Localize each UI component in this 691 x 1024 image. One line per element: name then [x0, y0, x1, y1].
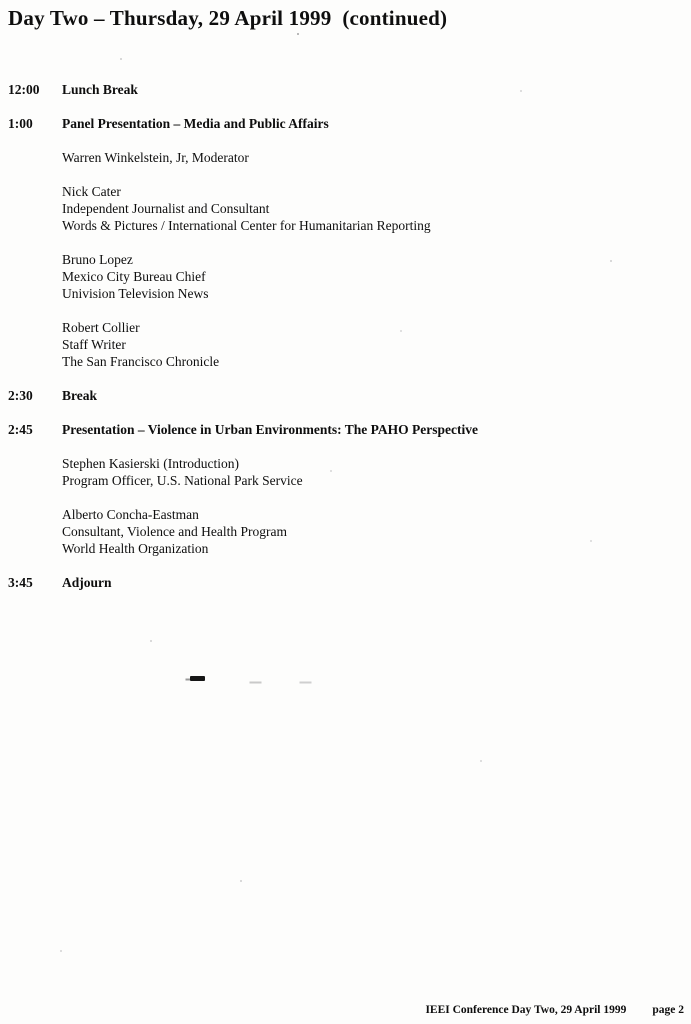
speaker-role: Mexico City Bureau Chief: [62, 269, 206, 284]
event-title: Panel Presentation – Media and Public Affairs: [62, 116, 329, 131]
schedule: [0, 81, 691, 591]
speaker-group-concha-eastman: [62, 506, 681, 557]
schedule-row-panel: [0, 115, 691, 370]
footer-text: IEEI Conference Day Two, 29 April 1999: [425, 1004, 627, 1016]
speaker-role: Independent Journalist and Consultant: [62, 201, 270, 216]
page-footer: [425, 1004, 684, 1017]
speaker-name: Nick Cater: [62, 184, 121, 199]
speaker-org: The San Francisco Chronicle: [62, 354, 220, 369]
schedule-row-break: [0, 387, 691, 404]
schedule-time: 2:45: [8, 422, 33, 437]
scan-artifact-dash: [190, 676, 205, 681]
speaker-org: Words & Pictures / International Center for Humanitarian Reporting: [62, 218, 431, 233]
event-title: Lunch Break: [62, 82, 138, 97]
speaker-group-moderator: [62, 149, 681, 166]
event-title: Presentation – Violence in Urban Environments: The PAHO Perspective: [62, 422, 478, 437]
speaker-name: Stephen Kasierski (Introduction): [62, 456, 239, 471]
schedule-content: [62, 81, 691, 98]
schedule-content: [62, 421, 691, 557]
speaker-org: Univision Television News: [62, 286, 209, 301]
schedule-time: 12:00: [8, 82, 40, 97]
schedule-content: [62, 387, 691, 404]
speaker-role: Staff Writer: [62, 337, 126, 352]
speaker-name: Bruno Lopez: [62, 252, 133, 267]
speaker-name: Alberto Concha-Eastman: [62, 507, 199, 522]
speaker-group-lopez: [62, 251, 681, 302]
speaker-role: Program Officer, U.S. National Park Service: [62, 473, 303, 488]
speaker-line: Warren Winkelstein, Jr, Moderator: [62, 150, 249, 165]
footer-page-number: page 2: [652, 1004, 684, 1016]
schedule-row-lunch: [0, 81, 691, 98]
page-title: Day Two – Thursday, 29 April 1999 (continued): [8, 6, 448, 30]
speaker-group-cater: [62, 183, 681, 234]
schedule-row-presentation: [0, 421, 691, 557]
schedule-time: 2:30: [8, 388, 33, 403]
scan-noise-speckles: [0, 0, 2, 2]
speaker-group-kasierski: [62, 455, 681, 489]
event-title: Break: [62, 388, 98, 403]
schedule-row-adjourn: [0, 574, 691, 591]
schedule-content: [62, 574, 691, 591]
schedule-time: 3:45: [8, 575, 33, 590]
schedule-time: 1:00: [8, 116, 33, 131]
event-title: Adjourn: [62, 575, 112, 590]
speaker-role: Consultant, Violence and Health Program: [62, 524, 288, 539]
speaker-group-collier: [62, 319, 681, 370]
schedule-content: [62, 115, 691, 370]
speaker-name: Robert Collier: [62, 320, 140, 335]
speaker-org: World Health Organization: [62, 541, 209, 556]
